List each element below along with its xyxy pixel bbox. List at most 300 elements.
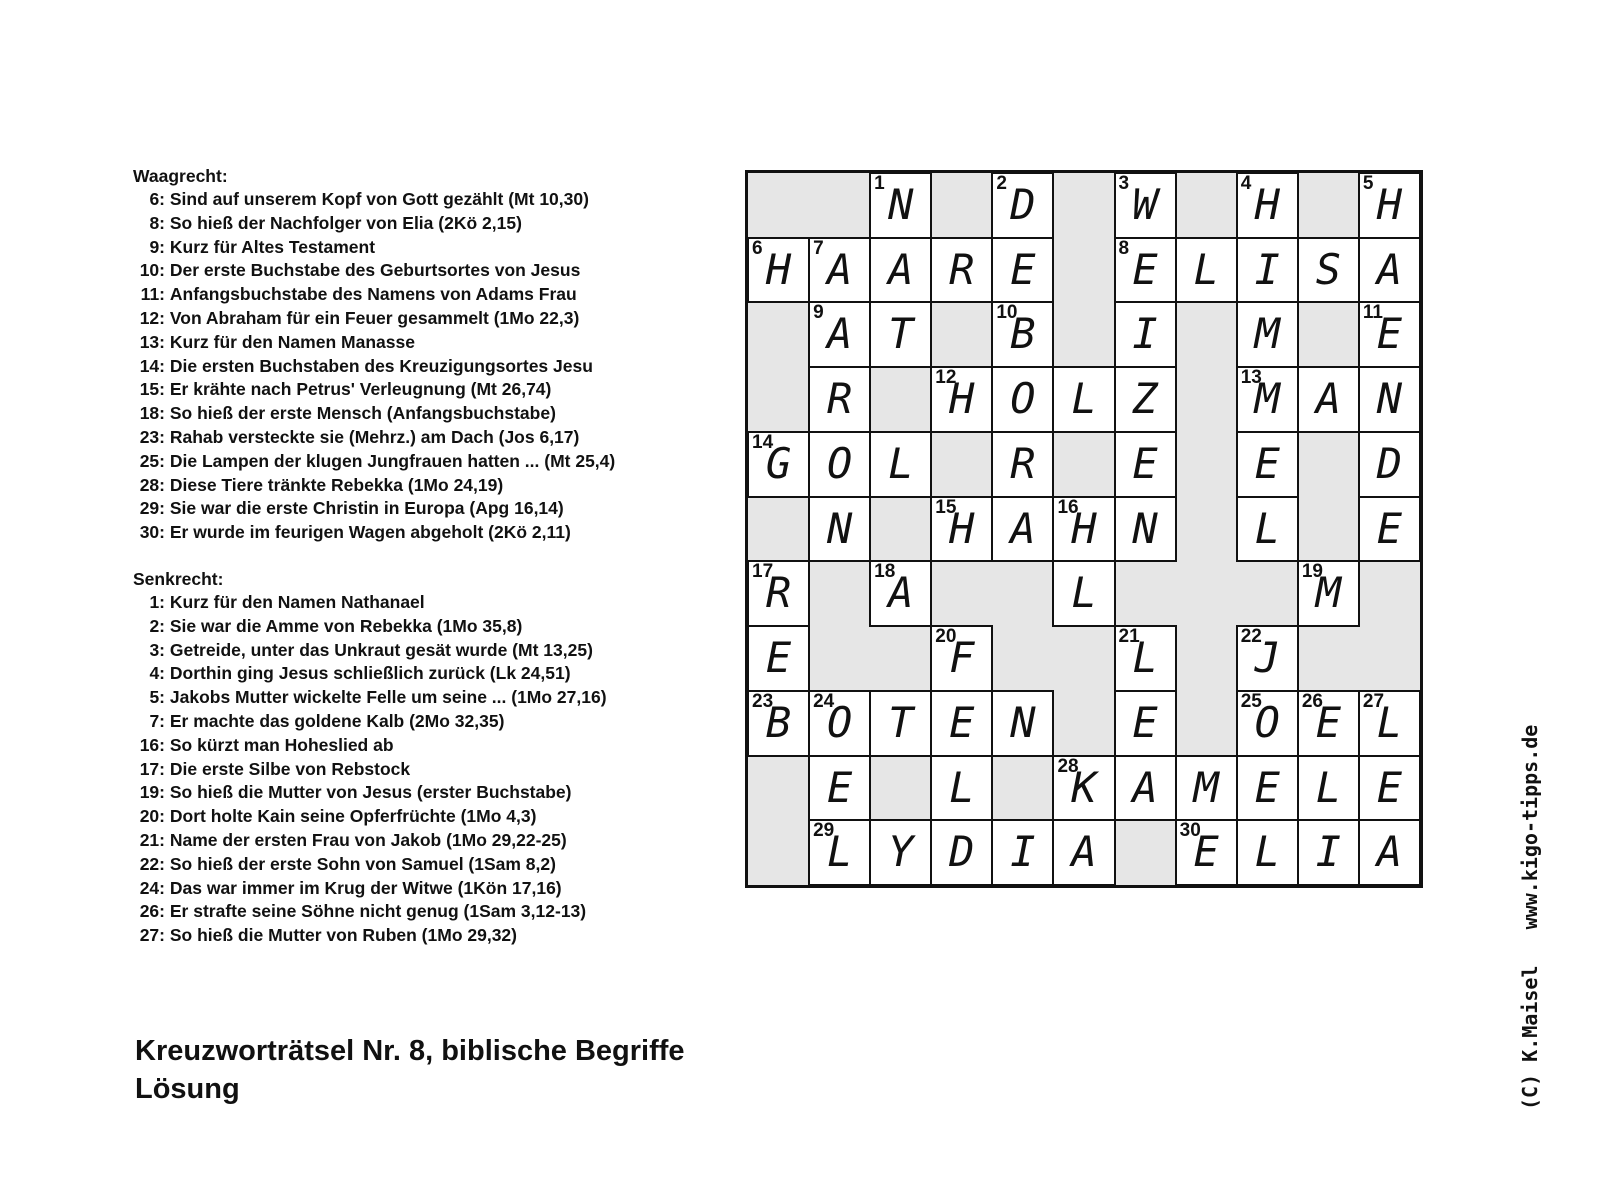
cell-number: 12 xyxy=(935,367,957,389)
grid-letter-cell xyxy=(809,238,870,303)
clue-number: 3: xyxy=(149,639,165,660)
clue-number: 5: xyxy=(149,687,165,708)
grid-letter-cell xyxy=(870,691,931,756)
grid-letter-cell xyxy=(809,820,870,885)
grid-letter-cell xyxy=(992,238,1053,303)
grid-letter-cell xyxy=(748,691,809,756)
clue-number: 19: xyxy=(139,782,165,803)
cell-number: 11 xyxy=(1362,302,1383,324)
grid-block-cell xyxy=(748,756,809,821)
grid-block-cell xyxy=(1053,238,1114,303)
cell-letter: A xyxy=(1010,503,1036,553)
clue-text: Diese Tiere tränkte Rebekka (1Mo 24,19) xyxy=(169,474,504,495)
clue-text: Name der ersten Frau von Jakob (1Mo 29,22-25) xyxy=(169,829,567,850)
grid-letter-cell xyxy=(1115,497,1176,562)
clue-number: 30: xyxy=(139,522,165,543)
clue-text: Anfangsbuchstabe des Namens von Adams Frau xyxy=(169,284,577,305)
grid-block-cell xyxy=(1176,173,1237,238)
grid-letter-cell xyxy=(1237,173,1298,238)
cell-letter: M xyxy=(1254,374,1280,424)
grid-letter-cell xyxy=(1053,756,1114,821)
cell-letter: A xyxy=(888,244,914,294)
cell-letter: L xyxy=(888,438,914,488)
grid-block-cell xyxy=(809,626,870,691)
grid-block-cell xyxy=(1298,497,1359,562)
cell-number: 28 xyxy=(1057,755,1079,777)
cell-letter: S xyxy=(1315,244,1341,294)
cell-letter: I xyxy=(1315,827,1341,877)
grid-letter-cell xyxy=(870,432,931,497)
cell-letter: T xyxy=(888,697,914,747)
clue-text: Sie war die Amme von Rebekka (1Mo 35,8) xyxy=(169,615,523,636)
grid-block-cell xyxy=(1053,626,1114,691)
copyright-credit: (C) K.Maisel www.kigo-tipps.de xyxy=(1518,724,1542,1110)
clue-number: 18: xyxy=(139,403,165,424)
clue-item xyxy=(133,402,693,426)
cell-letter: Y xyxy=(888,827,914,877)
clue-number: 29: xyxy=(139,498,165,519)
clue-text: So kürzt man Hoheslied ab xyxy=(169,734,394,755)
clue-text: Er krähte nach Petrus' Verleugnung (Mt 26,74) xyxy=(169,379,552,400)
grid-letter-cell xyxy=(1237,626,1298,691)
grid-letter-cell xyxy=(1359,302,1420,367)
cell-number: 15 xyxy=(935,496,957,518)
cell-letter: W xyxy=(1132,180,1158,229)
cell-letter: B xyxy=(765,697,792,747)
clue-item xyxy=(133,639,693,663)
cell-number: 14 xyxy=(752,431,774,453)
clue-text: Er wurde im feurigen Wagen abgeholt (2Kö 2,11) xyxy=(169,522,571,543)
grid-letter-cell xyxy=(1115,367,1176,432)
cell-letter: L xyxy=(1071,568,1097,618)
cell-letter: O xyxy=(826,697,853,747)
waagrecht-clues xyxy=(133,188,693,545)
cell-number: 22 xyxy=(1240,626,1262,648)
cell-letter: L xyxy=(1376,697,1403,747)
grid-letter-cell xyxy=(1115,302,1176,367)
clue-text: Jakobs Mutter wickelte Felle um seine ... (1Mo 27,16) xyxy=(169,687,607,708)
grid-letter-cell xyxy=(870,302,931,367)
grid-letter-cell xyxy=(992,173,1053,238)
clue-item xyxy=(133,781,693,805)
grid-letter-cell xyxy=(1237,238,1298,303)
clue-number: 12: xyxy=(139,307,165,328)
cell-letter: H xyxy=(1071,503,1097,553)
cell-letter: D xyxy=(1376,438,1403,488)
clue-text: Von Abraham für ein Feuer gesammelt (1Mo 22,3) xyxy=(169,307,580,328)
grid-letter-cell xyxy=(870,173,931,238)
grid-block-cell xyxy=(931,173,992,238)
crossword-grid xyxy=(745,170,1423,888)
grid-letter-cell xyxy=(1053,367,1114,432)
grid-block-cell xyxy=(931,432,992,497)
cell-letter: R xyxy=(1010,438,1036,488)
grid-block-cell xyxy=(870,756,931,821)
grid-letter-cell xyxy=(1359,173,1420,238)
grid-letter-cell xyxy=(1053,820,1114,885)
puzzle-title: Kreuzworträtsel Nr. 8, biblische Begriffe xyxy=(135,1035,685,1067)
grid-letter-cell xyxy=(1298,691,1359,756)
clue-item xyxy=(133,331,693,355)
grid-block-cell xyxy=(992,561,1053,626)
cell-letter: K xyxy=(1071,762,1097,812)
grid-letter-cell xyxy=(931,367,992,432)
clue-item xyxy=(133,283,693,307)
cell-letter: R xyxy=(765,568,792,618)
grid-letter-cell xyxy=(1237,691,1298,756)
grid-letter-cell xyxy=(1176,756,1237,821)
clue-text: Er strafte seine Söhne nicht genug (1Sam 3,12-13) xyxy=(169,901,587,922)
clue-text: Sind auf unserem Kopf von Gott gezählt (Mt 10,30) xyxy=(169,189,589,209)
grid-letter-cell xyxy=(931,626,992,691)
clue-text: Die Lampen der klugen Jungfrauen hatten ... (Mt 25,4) xyxy=(169,450,616,471)
clue-number: 2: xyxy=(149,615,165,636)
cell-letter: E xyxy=(1132,438,1158,488)
cell-letter: T xyxy=(888,309,914,359)
cell-number: 20 xyxy=(935,626,957,648)
grid-block-cell xyxy=(748,367,809,432)
grid-letter-cell xyxy=(1298,820,1359,885)
clue-number: 26: xyxy=(139,901,165,922)
grid-block-cell xyxy=(1053,432,1114,497)
grid-block-cell xyxy=(1298,432,1359,497)
clue-number: 20: xyxy=(139,806,165,827)
clue-number: 8: xyxy=(149,212,165,233)
clue-item xyxy=(133,212,693,236)
grid-letter-cell xyxy=(870,820,931,885)
grid-letter-cell xyxy=(931,691,992,756)
grid-block-cell xyxy=(1298,302,1359,367)
grid-block-cell xyxy=(1237,561,1298,626)
grid-block-cell xyxy=(870,626,931,691)
clue-item xyxy=(133,591,693,615)
grid-letter-cell xyxy=(1359,367,1420,432)
cell-letter: D xyxy=(1010,180,1036,229)
grid-block-cell xyxy=(748,820,809,885)
grid-block-cell xyxy=(1176,432,1237,497)
clue-text: Die ersten Buchstaben des Kreuzigungsortes Jesu xyxy=(169,355,593,376)
cell-letter: H xyxy=(765,244,792,294)
grid-block-cell xyxy=(1115,820,1176,885)
grid-letter-cell xyxy=(992,367,1053,432)
cell-number: 13 xyxy=(1240,367,1262,389)
clue-number: 28: xyxy=(139,474,165,495)
cell-number: 30 xyxy=(1179,820,1201,842)
clue-number: 15: xyxy=(139,379,165,400)
clue-number: 7: xyxy=(149,710,165,731)
grid-letter-cell xyxy=(1298,367,1359,432)
cell-letter: N xyxy=(1376,374,1403,424)
grid-block-cell xyxy=(809,173,870,238)
cell-number: 4 xyxy=(1240,173,1252,194)
cell-letter: M xyxy=(1315,568,1341,618)
grid-block-cell xyxy=(1053,302,1114,367)
cell-number: 2 xyxy=(996,173,1007,194)
grid-letter-cell xyxy=(748,561,809,626)
cell-number: 10 xyxy=(996,302,1018,324)
grid-block-cell xyxy=(748,173,809,238)
clue-number: 6: xyxy=(149,189,165,209)
clue-item xyxy=(133,710,693,734)
grid-letter-cell xyxy=(1115,756,1176,821)
cell-letter: M xyxy=(1193,762,1219,812)
cell-number: 21 xyxy=(1118,626,1140,648)
cell-number: 24 xyxy=(813,690,835,712)
clue-text: So hieß der Nachfolger von Elia (2Kö 2,15) xyxy=(169,212,522,233)
clue-item xyxy=(133,686,693,710)
cell-letter: L xyxy=(1254,827,1280,877)
grid-block-cell xyxy=(931,302,992,367)
senkrecht-heading: Senkrecht: xyxy=(133,568,224,589)
grid-letter-cell xyxy=(1359,756,1420,821)
clue-item xyxy=(133,662,693,686)
grid-letter-cell xyxy=(992,497,1053,562)
cell-letter: I xyxy=(1132,309,1158,359)
cell-letter: E xyxy=(1132,697,1158,747)
clue-number: 10: xyxy=(139,260,165,281)
clue-text: Kurz für den Namen Nathanael xyxy=(169,591,425,612)
clue-text: So hieß die Mutter von Ruben (1Mo 29,32) xyxy=(169,925,517,946)
clue-item xyxy=(133,188,693,212)
grid-letter-cell xyxy=(1176,820,1237,885)
grid-letter-cell xyxy=(931,238,992,303)
clue-item xyxy=(133,924,693,948)
grid-letter-cell xyxy=(992,302,1053,367)
cell-letter: Z xyxy=(1132,374,1158,424)
cell-letter: E xyxy=(1254,762,1280,812)
grid-block-cell xyxy=(748,302,809,367)
grid-block-cell xyxy=(1053,691,1114,756)
grid-block-cell xyxy=(1176,691,1237,756)
cell-number: 16 xyxy=(1057,496,1079,518)
grid-letter-cell xyxy=(809,432,870,497)
clue-item xyxy=(133,805,693,829)
cell-letter: N xyxy=(1132,503,1158,553)
clue-number: 23: xyxy=(139,426,165,447)
grid-letter-cell xyxy=(748,432,809,497)
cell-letter: R xyxy=(826,374,853,424)
cell-letter: E xyxy=(1376,762,1403,812)
clue-number: 4: xyxy=(149,663,165,684)
clue-item xyxy=(133,734,693,758)
grid-letter-cell xyxy=(1237,497,1298,562)
cell-number: 25 xyxy=(1240,690,1262,712)
grid-letter-cell xyxy=(1237,302,1298,367)
clue-item xyxy=(133,853,693,877)
clue-text: Rahab versteckte sie (Mehrz.) am Dach (Jos 6,17) xyxy=(169,426,580,447)
cell-letter: I xyxy=(1254,244,1280,294)
puzzle-title-block xyxy=(135,1032,685,1108)
grid-letter-cell xyxy=(748,238,809,303)
senkrecht-clues xyxy=(133,591,693,948)
grid-letter-cell xyxy=(1359,238,1420,303)
cell-letter: D xyxy=(949,827,975,877)
cell-number: 9 xyxy=(813,302,824,324)
cell-letter: A xyxy=(1071,827,1097,877)
grid-letter-cell xyxy=(992,432,1053,497)
cell-number: 3 xyxy=(1118,173,1130,194)
clue-text: So hieß die Mutter von Jesus (erster Buchstabe) xyxy=(169,782,572,803)
grid-block-cell xyxy=(748,497,809,562)
grid-letter-cell xyxy=(1237,756,1298,821)
grid-letter-cell xyxy=(1298,756,1359,821)
clue-text: Sie war die erste Christin in Europa (Apg 16,14) xyxy=(169,498,564,519)
grid-block-cell xyxy=(1359,626,1420,691)
grid-letter-cell xyxy=(1176,238,1237,303)
cell-letter: E xyxy=(765,633,792,683)
cell-letter: B xyxy=(1010,309,1036,359)
grid-letter-cell xyxy=(1053,561,1114,626)
grid-block-cell xyxy=(870,497,931,562)
grid-block-cell xyxy=(809,561,870,626)
cell-letter: A xyxy=(826,244,853,294)
clue-text: Kurz für Altes Testament xyxy=(169,236,376,257)
grid-block-cell xyxy=(992,626,1053,691)
grid-letter-cell xyxy=(992,820,1053,885)
clue-text: Dorthin ging Jesus schließlich zurück (Lk 24,51) xyxy=(169,663,571,684)
grid-block-cell xyxy=(870,367,931,432)
cell-letter: L xyxy=(1071,374,1097,424)
cell-letter: H xyxy=(1254,180,1280,229)
cell-letter: H xyxy=(949,374,975,424)
grid-letter-cell xyxy=(1115,173,1176,238)
clue-number: 11: xyxy=(140,284,165,305)
grid-block-cell xyxy=(1176,367,1237,432)
cell-letter: O xyxy=(826,438,853,488)
grid-block-cell xyxy=(1053,173,1114,238)
cell-letter: E xyxy=(1193,827,1219,877)
grid-block-cell xyxy=(931,561,992,626)
grid-letter-cell xyxy=(931,756,992,821)
grid-letter-cell xyxy=(809,302,870,367)
clue-text: Der erste Buchstabe des Geburtsortes von Jesus xyxy=(169,260,581,281)
grid-block-cell xyxy=(1298,173,1359,238)
grid-letter-cell xyxy=(1359,820,1420,885)
clue-item xyxy=(133,521,693,545)
grid-letter-cell xyxy=(1359,691,1420,756)
grid-letter-cell xyxy=(1298,238,1359,303)
grid-letter-cell xyxy=(1053,497,1114,562)
grid-block-cell xyxy=(1176,626,1237,691)
clue-item xyxy=(133,829,693,853)
cell-letter: I xyxy=(1010,827,1036,877)
clue-item xyxy=(133,426,693,450)
clue-number: 16: xyxy=(139,734,165,755)
grid-letter-cell xyxy=(1237,367,1298,432)
grid-block-cell xyxy=(1359,561,1420,626)
cell-letter: O xyxy=(1254,697,1280,747)
cell-letter: A xyxy=(1132,762,1158,812)
cell-letter: H xyxy=(1376,180,1403,229)
grid-letter-cell xyxy=(809,756,870,821)
clue-number: 17: xyxy=(139,758,165,779)
clue-item xyxy=(133,307,693,331)
clue-number: 21: xyxy=(139,829,165,850)
grid-block-cell xyxy=(1176,561,1237,626)
grid-letter-cell xyxy=(1115,626,1176,691)
cell-number: 19 xyxy=(1301,561,1323,583)
cell-letter: E xyxy=(1132,244,1158,294)
cell-letter: E xyxy=(1376,309,1403,359)
grid-letter-cell xyxy=(992,691,1053,756)
clue-number: 14: xyxy=(139,355,165,376)
clue-number: 25: xyxy=(139,450,165,471)
cell-letter: L xyxy=(1132,633,1158,683)
cell-letter: O xyxy=(1010,374,1036,424)
cell-letter: L xyxy=(1193,244,1219,294)
clue-item xyxy=(133,450,693,474)
cell-letter: E xyxy=(1315,697,1341,747)
clue-number: 24: xyxy=(139,877,165,898)
grid-letter-cell xyxy=(870,238,931,303)
cell-letter: N xyxy=(826,503,853,553)
cell-number: 23 xyxy=(752,690,774,712)
clue-list xyxy=(133,164,693,948)
waagrecht-heading: Waagrecht: xyxy=(133,166,228,186)
cell-letter: M xyxy=(1254,309,1280,359)
clue-number: 22: xyxy=(139,853,165,874)
grid-letter-cell xyxy=(1115,238,1176,303)
cell-letter: L xyxy=(949,762,975,812)
cell-letter: A xyxy=(826,309,853,359)
cell-number: 27 xyxy=(1362,690,1385,712)
clue-item xyxy=(133,236,693,260)
clue-item xyxy=(133,877,693,901)
cell-letter: A xyxy=(1315,374,1341,424)
cell-number: 7 xyxy=(813,237,824,259)
cell-letter: E xyxy=(826,762,853,812)
clue-text: Getreide, unter das Unkraut gesät wurde (Mt 13,25) xyxy=(169,639,593,660)
cell-number: 6 xyxy=(752,237,763,259)
clue-item xyxy=(133,259,693,283)
cell-number: 17 xyxy=(752,561,774,583)
clue-number: 27: xyxy=(139,925,165,946)
cell-number: 8 xyxy=(1118,237,1130,259)
cell-letter: N xyxy=(1010,697,1036,747)
cell-letter: J xyxy=(1254,633,1280,683)
clue-item xyxy=(133,900,693,924)
clue-text: Dort holte Kain seine Opferfrüchte (1Mo 4,3) xyxy=(169,806,537,827)
grid-letter-cell xyxy=(1237,820,1298,885)
cell-number: 1 xyxy=(874,173,885,194)
clue-item xyxy=(133,474,693,498)
grid-letter-cell xyxy=(809,691,870,756)
clue-text: So hieß der erste Mensch (Anfangsbuchstabe) xyxy=(169,403,556,424)
clue-text: Die erste Silbe von Rebstock xyxy=(169,758,411,779)
grid-letter-cell xyxy=(1237,432,1298,497)
clue-number: 13: xyxy=(139,331,165,352)
grid-letter-cell xyxy=(809,367,870,432)
grid-letter-cell xyxy=(1298,561,1359,626)
grid-letter-cell xyxy=(931,820,992,885)
cell-letter: A xyxy=(1376,244,1403,294)
cell-number: 29 xyxy=(813,820,835,842)
grid-block-cell xyxy=(1176,497,1237,562)
cell-letter: E xyxy=(1376,503,1403,553)
cell-number: 26 xyxy=(1301,690,1323,712)
clue-number: 9: xyxy=(149,236,165,257)
clue-text: Das war immer im Krug der Witwe (1Kön 17,16) xyxy=(169,877,562,898)
clue-text: So hieß der erste Sohn von Samuel (1Sam 8,2) xyxy=(169,853,556,874)
grid-letter-cell xyxy=(1359,432,1420,497)
grid-letter-cell xyxy=(931,497,992,562)
puzzle-subtitle: Lösung xyxy=(135,1073,240,1105)
cell-letter: N xyxy=(888,180,914,229)
clue-item xyxy=(133,497,693,521)
grid-letter-cell xyxy=(1115,691,1176,756)
cell-letter: L xyxy=(826,827,853,877)
clue-text: Kurz für den Namen Manasse xyxy=(169,331,415,352)
